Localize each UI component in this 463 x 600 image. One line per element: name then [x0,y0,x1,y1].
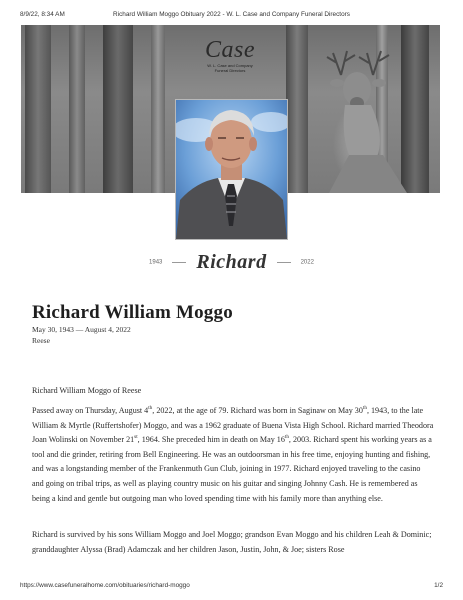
divider-line-left [172,262,186,263]
death-year: 2022 [300,259,314,266]
deceased-full-name: Richard William Moggo [32,302,233,323]
name-divider [0,251,463,273]
print-page-title: Richard William Moggo Obituary 2022 - W. L. Case and Company Funeral Directors [113,11,350,18]
survivors-text: Richard is survived by his sons William Moggo and Joel Moggo; grandson Evan Moggo and his children Leah & Dominic; granddaughter Alyssa (Brad) Adamczak and her children Jason, Justin, John, & Joe; sisters Rose [32,530,432,554]
portrait-photo [175,99,288,240]
funeral-home-logo [200,37,260,93]
obituary-intro [32,384,434,399]
print-footer [0,582,463,591]
logo-mark: Case [205,37,255,63]
deer-image [311,45,421,193]
obituary-paragraph-2 [32,528,434,557]
obituary-paragraph-1: Passed away on Thursday, August 4th, 2022, at the age of 79. Richard was born in Saginaw on May 30th, 1943, to the late William & Myrtle (Ruffertshofer) Moggo, and was a 1962 graduate of Buena Vista High School. Richard married Theodora Joan Wolinski on November 21st, 1964. She preceded him in death on May 16th, 2003. Richard spent his working years as a tool and die grinder, retiring from Bell Engineering. He was an outdoorsman in his free time, enjoying hunting and fishing, and was a longstanding member of the Frankenmuth Gun Club, joining in 1977. Richard enjoyed traveling to the casino and going on tribal trips, as well as playing country music on his guitar and singing Johnny Cash. He is remembered as being a kind and gentle but outgoing man who loved spending time with his family more than anything else. [32,405,434,503]
first-name-script: Richard [196,251,267,273]
print-datetime: 8/9/22, 8:34 AM [20,11,65,18]
divider-line-right [277,262,291,263]
page-number: 1/2 [434,582,443,589]
logo-line-2: Funeral Directors [214,68,246,73]
obituary-intro-text: Richard William Moggo of Reese [32,386,142,395]
life-dates: May 30, 1943 — August 4, 2022 [32,325,131,334]
residence-location: Reese [32,336,50,345]
page-url[interactable]: https://www.casefuneralhome.com/obituaries/richard-moggo [20,582,190,589]
birth-year: 1943 [149,259,163,266]
portrait-image [176,100,287,239]
logo-line-1: W. L. Case and Company [207,63,253,68]
print-header [0,11,463,20]
